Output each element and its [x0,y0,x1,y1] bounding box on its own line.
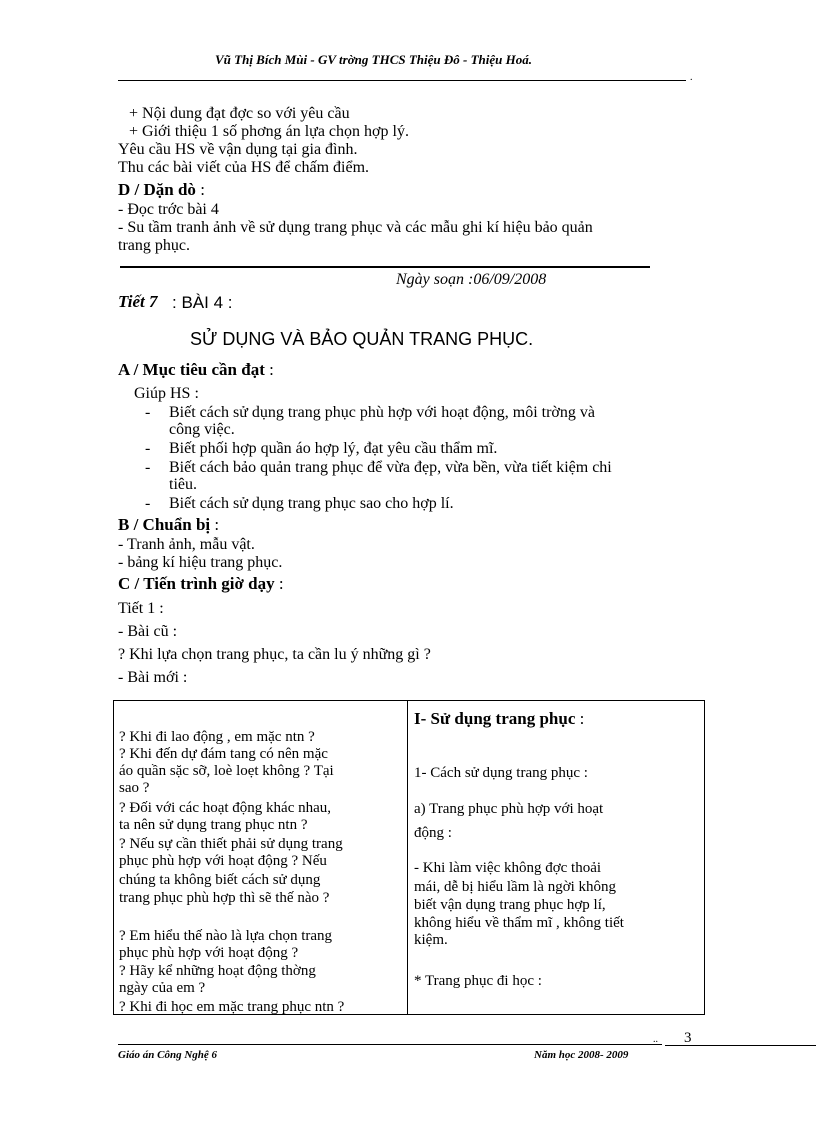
lesson-title: SỬ DỤNG VÀ BẢO QUẢN TRANG PHỤC. [190,329,534,349]
table-left-line: ? Khi đi lao động , em mặc ntn ? [119,729,315,745]
table-left-line: ? Khi đến dự đám tang có nên mặc [119,746,328,762]
page-number-rule [665,1045,816,1046]
section-c-line: ? Khi lựa chọn trang phục, ta cần lu ý những gì ? [118,646,431,663]
bullet-text: Biết cách bảo quản trang phục để vừa đẹp, vừa bền, vừa tiết kiệm chi [169,459,612,476]
section-b-title: B / Chuẩn bị [118,515,211,534]
footer-right: Năm học 2008- 2009 [534,1049,629,1061]
section-c-title: C / Tiến trình giờ dạy [118,574,275,593]
table-divider [407,700,408,1015]
section-c-colon: : [274,574,284,593]
table-left-line: ? Nếu sự cần thiết phải sử dụng trang [119,836,343,852]
table-left-line: ? Em hiểu thế nào là lựa chọn trang [119,928,333,944]
top-line: + Giới thiệu 1 số phơng án lựa chọn hợp lý. [129,123,409,140]
table-right-colon: : [575,709,585,728]
table-right-heading [414,709,584,729]
header-rule-dot: . [690,72,693,83]
page-number: 3 [684,1030,692,1046]
section-d-line: trang phục. [118,237,190,254]
section-c-line: - Bài mới : [118,669,188,686]
table-left-line: sao ? [119,780,150,796]
bullet-text: Biết cách sử dụng trang phục sao cho hợp lí. [169,495,454,512]
table-left-line: trang phục phù hợp thì sẽ thế nào ? [119,890,330,906]
section-d-colon: : [195,180,205,199]
table-right-line: mái, dễ bị hiểu lầm là ngời không [414,879,617,895]
section-c-line: - Bài cũ : [118,623,178,640]
table-left-line: phục phù hợp với hoạt động ? Nếu [119,853,327,869]
table-right-line: biết vận dụng trang phục hợp lí, [414,897,606,913]
section-a-colon: : [264,360,274,379]
bullet-dash: - [145,440,151,457]
bullet-dash: - [145,459,151,476]
section-d-line: - Su tầm tranh ảnh về sử dụng trang phục và các mẫu ghi kí hiệu bảo quản [118,219,593,236]
bullet-text: Biết phối hợp quần áo hợp lý, đạt yêu cầu thẩm mĩ. [169,440,498,457]
table-right-line: - Khi làm việc không đợc thoải [414,860,602,876]
table-left-line: chúng ta không biết cách sử dụng [119,872,321,888]
top-line: Thu các bài viết của HS để chấm điểm. [118,159,370,176]
table-right-line: kiệm. [414,932,448,948]
table-left-line: phục phù hợp với hoạt động ? [119,945,299,961]
table-right-line: * Trang phục đi học : [414,973,542,989]
section-b-colon: : [210,515,220,534]
section-b-line: - bảng kí hiệu trang phục. [118,554,283,571]
footer-left: Giáo án Công Nghệ 6 [118,1049,218,1061]
date-line: Ngày soạn :06/09/2008 [396,271,547,288]
section-a-title: A / Mục tiêu cần đạt [118,360,265,379]
section-c-line: Tiết 1 : [118,600,164,617]
section-d-heading [118,180,205,200]
table-left-line: ngày của em ? [119,980,206,996]
table-right-title: I- Sử dụng trang phục [414,709,576,728]
bullet-text: công việc. [169,421,235,438]
page-header: Vũ Thị Bích Mùi - GV trờng THCS Thiệu Đô - Thiệu Hoá. [215,52,532,67]
footer-rule [118,1044,662,1045]
header-rule [118,80,686,81]
table-left-line: ? Khi đi học em mặc trang phục ntn ? [119,999,345,1014]
section-a-intro: Giúp HS : [134,385,199,402]
section-c-heading [118,574,284,594]
table-right-line: a) Trang phục phù hợp với hoạt [414,801,604,817]
section-d-title: D / Dặn dò [118,180,196,199]
top-line: Yêu cầu HS về vận dụng tại gia đình. [118,141,358,158]
table-right-line: 1- Cách sử dụng trang phục : [414,765,588,781]
separator-rule [120,266,650,268]
lesson-tiet: Tiết 7 [118,292,158,311]
table-right-line: động : [414,825,452,841]
section-d-line: - Đọc trớc bài 4 [118,201,219,218]
table-left-line: ? Đối với các hoạt động khác nhau, [119,800,332,816]
bullet-dash: - [145,404,151,421]
bullet-dash: - [145,495,151,512]
section-b-line: - Tranh ảnh, mẫu vật. [118,536,255,553]
table-left-line: áo quần sặc sỡ, loè loẹt không ? Tại [119,763,334,779]
table-right-line: không hiểu về thẩm mĩ , không tiết [414,915,624,931]
lesson-bai: : BÀI 4 : [172,293,233,312]
table-left-line: ? Hãy kể những hoạt động thờng [119,963,316,979]
page-number-leader: .. [653,1034,658,1045]
bullet-text: Biết cách sử dụng trang phục phù hợp với hoạt động, môi trờng và [169,404,595,421]
section-b-heading [118,515,219,535]
top-line: + Nội dung đạt đợc so với yêu cầu [129,105,350,122]
section-a-heading [118,360,274,380]
table-left-line: ta nên sử dụng trang phục ntn ? [119,817,308,833]
bullet-text: tiêu. [169,476,197,493]
